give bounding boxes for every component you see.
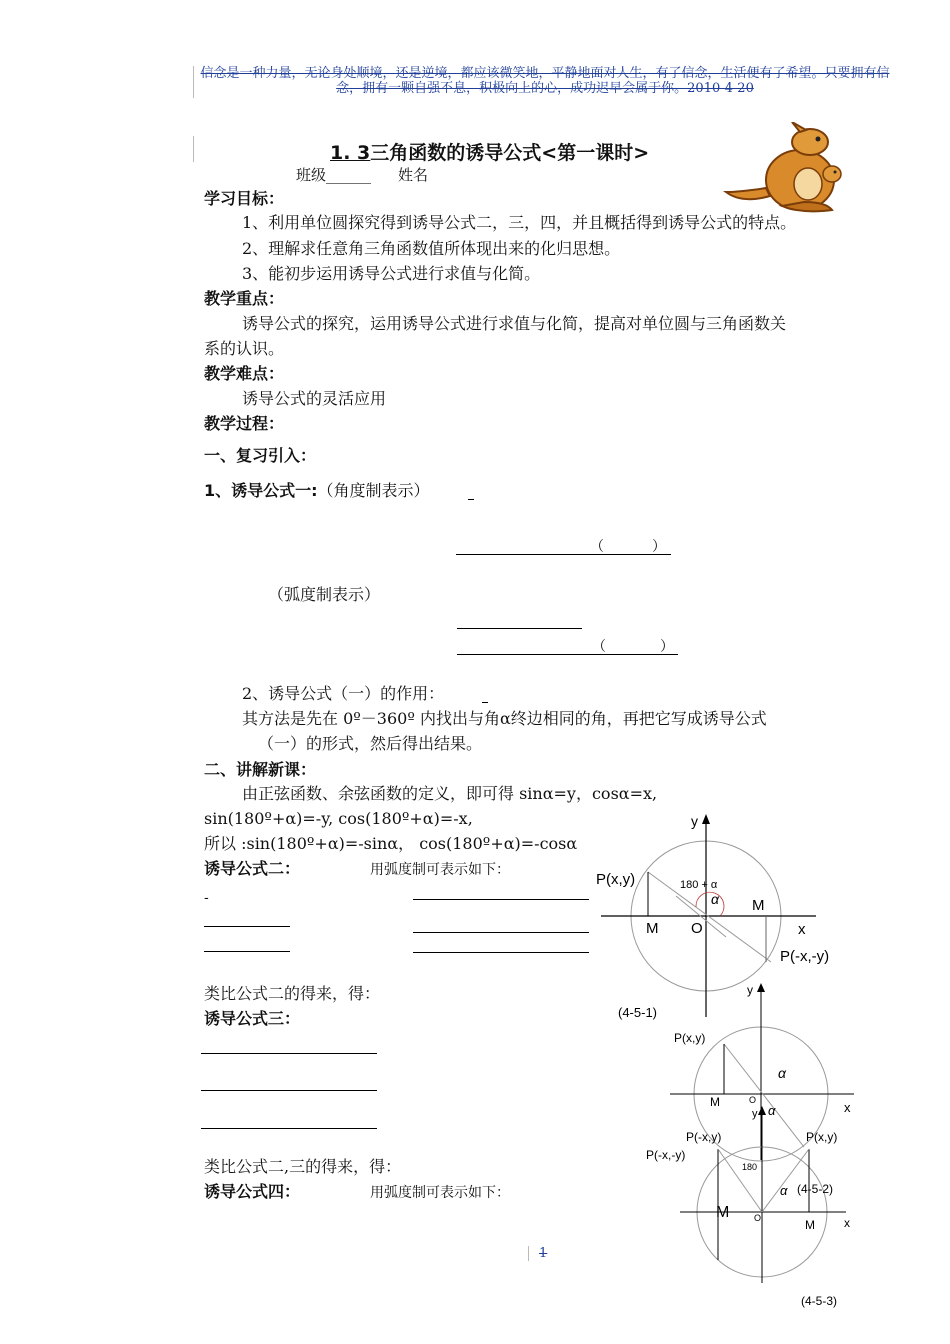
figure-4-5-3 bbox=[676, 1105, 866, 1311]
alpha-label: α bbox=[780, 1183, 788, 1198]
analog-text: 类比公式二的得来，得： bbox=[204, 984, 381, 1003]
name-label: 姓名 bbox=[398, 166, 429, 184]
section-1-heading: 一、复习引入： bbox=[204, 446, 317, 465]
x-label: x bbox=[844, 1216, 850, 1230]
radian-note: 用弧度制可表示如下： bbox=[370, 862, 510, 878]
radius-line bbox=[762, 1149, 809, 1212]
key-text: 系的认识。 bbox=[204, 339, 285, 358]
method-text: （一）的形式，然后得出结果。 bbox=[258, 734, 483, 753]
paren-close: ） bbox=[660, 639, 674, 655]
answer-blank bbox=[456, 553, 671, 555]
title-text: 三角函数的诱导公式<第一课时> bbox=[370, 142, 650, 164]
page-title bbox=[330, 138, 649, 165]
motto-header: 信念是一种力量，无论身处顺境，还是逆境，都应该微笑地，平静地面对人生，有了信念，生活便有了希望。只要拥有信念，拥有一颗自强不息，积极向上的心，成功迟早会属于你。2010-4-20 bbox=[200, 66, 890, 96]
x-label: x bbox=[844, 1100, 851, 1115]
blank-line bbox=[468, 498, 474, 500]
derive-text: 所以 :sin(180º+α)=-sinα， cos(180º+α)=-cosα bbox=[204, 834, 578, 853]
formula-1-use: 2、诱导公式（一）的作用： bbox=[242, 684, 445, 703]
angle-label: 180 + α bbox=[680, 879, 718, 891]
paren-open: （ bbox=[590, 539, 604, 555]
M-label: M bbox=[716, 1204, 730, 1221]
answer-blank bbox=[413, 931, 589, 933]
M-label: M bbox=[646, 920, 659, 937]
figure-caption: (4-5-3) bbox=[801, 1294, 838, 1308]
y-arrow bbox=[758, 1106, 766, 1115]
answer-blank bbox=[201, 1052, 377, 1054]
y-arrow bbox=[757, 983, 765, 992]
goal-item: 3、能初步运用诱导公式进行求值与化简。 bbox=[242, 264, 541, 283]
difficulty-heading: 教学难点： bbox=[204, 364, 285, 383]
answer-blank bbox=[201, 1089, 377, 1091]
goal-item: 2、理解求任意角三角函数值所体现出来的化归思想。 bbox=[242, 239, 621, 258]
goal-item: 1、利用单位圆探究得到诱导公式二，三，四，并且概括得到诱导公式的特点。 bbox=[242, 213, 797, 232]
answer-blank bbox=[201, 1127, 377, 1129]
blank-line bbox=[482, 701, 488, 703]
alpha-label: α bbox=[778, 1065, 786, 1081]
margin-mark bbox=[193, 136, 194, 162]
formula-1-note: （角度制表示） bbox=[317, 481, 430, 500]
angle-180-label: 180 bbox=[742, 1162, 758, 1172]
M-label: M bbox=[805, 1218, 815, 1232]
section-2-heading: 二、讲解新课： bbox=[204, 760, 317, 779]
M-label: M bbox=[710, 1095, 720, 1109]
class-label: 班级______ bbox=[296, 166, 372, 184]
point-P2-label: P(-x,-y) bbox=[646, 1148, 686, 1162]
formula-4-heading: 诱导公式四： bbox=[204, 1182, 301, 1201]
paren-close: ） bbox=[652, 539, 666, 555]
answer-blank bbox=[457, 653, 678, 655]
point-P2-label: P(-x,-y) bbox=[780, 948, 830, 965]
x-label: x bbox=[798, 921, 806, 938]
key-heading: 教学重点： bbox=[204, 289, 285, 308]
process-heading: 教学过程： bbox=[204, 414, 285, 433]
formula-1-label bbox=[204, 481, 430, 501]
answer-blank bbox=[413, 898, 589, 900]
answer-blank bbox=[204, 925, 290, 927]
figure-caption: (4-5-2) bbox=[797, 1182, 834, 1196]
y-arrow bbox=[702, 814, 710, 824]
answer-blank bbox=[204, 950, 290, 952]
difficulty-text: 诱导公式的灵活应用 bbox=[242, 389, 387, 408]
y-label: y bbox=[691, 813, 698, 829]
kangaroo-illustration bbox=[722, 122, 852, 214]
angle-arc bbox=[696, 892, 724, 916]
answer-blank bbox=[413, 951, 589, 953]
margin-mark bbox=[193, 66, 194, 98]
point-P2-label: P(x,y) bbox=[806, 1130, 838, 1144]
page-number: 1 bbox=[528, 1246, 547, 1261]
formula-2-heading: 诱导公式二： bbox=[204, 859, 301, 878]
goals-heading: 学习目标： bbox=[204, 189, 285, 208]
derive-text: sin(180º+α)=-y, cos(180º+α)=-x, bbox=[204, 809, 473, 828]
dash-mark: - bbox=[204, 890, 209, 906]
y-label: y bbox=[752, 1108, 758, 1120]
point-P-label: P(x,y) bbox=[596, 871, 636, 888]
derive-text: 由正弦函数、余弦函数的定义，即可得 sinα=y，cosα=x, bbox=[242, 784, 658, 803]
figure-caption: (4-5-1) bbox=[618, 1005, 658, 1020]
origin-label: O bbox=[691, 920, 703, 937]
origin-label: O bbox=[749, 1095, 757, 1105]
y-label: y bbox=[747, 983, 753, 997]
formula-1-title: 1、诱导公式一: bbox=[204, 481, 318, 500]
alpha-label: α bbox=[711, 891, 719, 907]
answer-blank bbox=[457, 627, 582, 629]
M-label: M bbox=[752, 897, 765, 914]
point-P-label: P(x,y) bbox=[674, 1031, 706, 1045]
point-P1-label: P(-x,y) bbox=[686, 1130, 722, 1144]
origin-label: O bbox=[754, 1213, 762, 1223]
method-text: 其方法是先在 0º－360º 内找出与角α终边相同的角，再把它写成诱导公式 bbox=[242, 709, 767, 728]
analog-text: 类比公式二,三的得来，得： bbox=[204, 1157, 402, 1176]
radian-label: （弧度制表示） bbox=[268, 585, 381, 604]
paren-open: （ bbox=[592, 639, 606, 655]
radius-line bbox=[718, 1149, 762, 1212]
key-text: 诱导公式的探究，运用诱导公式进行求值与化简，提高对单位圆与三角函数关 bbox=[242, 314, 787, 333]
title-number: 1. 3 bbox=[330, 142, 371, 164]
radian-note: 用弧度制可表示如下： bbox=[370, 1185, 510, 1201]
alpha-label: α bbox=[768, 1105, 776, 1118]
formula-3-heading: 诱导公式三： bbox=[204, 1009, 301, 1028]
